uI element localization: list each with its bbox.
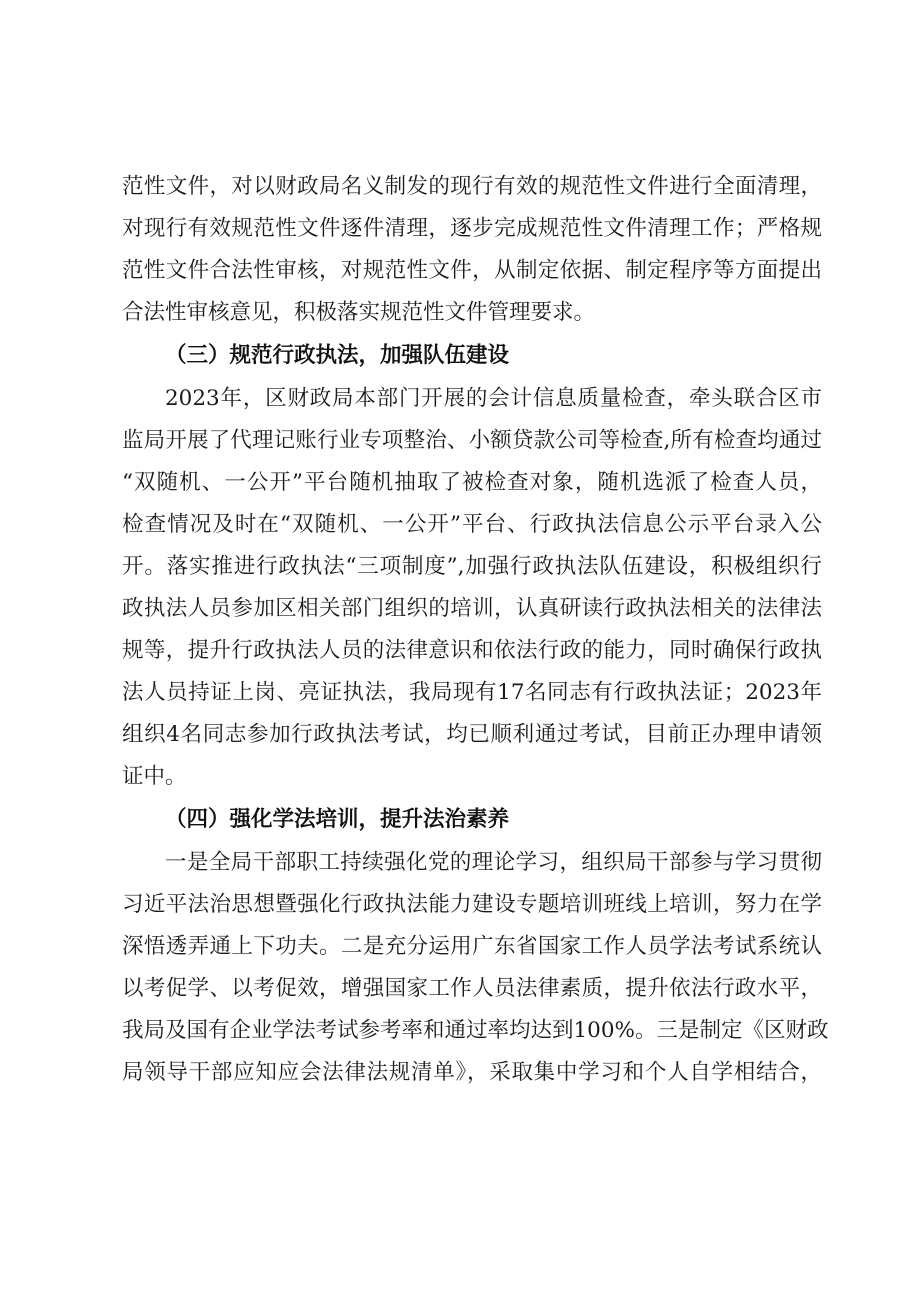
paragraph-line: 以考促学、以考促效，增强国家工作人员法律素质，提升依法行政水平， <box>122 976 822 1001</box>
section-heading-3: （三）规范行政执法，加强队伍建设 <box>165 343 510 368</box>
paragraph-line: 深悟透弄通上下功夫。二是充分运用广东省国家工作人员学法考试系统认 <box>122 934 822 959</box>
paragraph-line: 习近平法治思想暨强化行政执法能力建设专题培训班线上培训，努力在学 <box>122 892 822 917</box>
paragraph-line: 2023年，区财政局本部门开展的会计信息质量检查，牵头联合区市 <box>165 386 822 411</box>
paragraph-line: 合法性审核意见，积极落实规范性文件管理要求。 <box>122 300 596 325</box>
paragraph-line: 我局及国有企业学法考试参考率和通过率均达到100%。三是制定《区财政 <box>122 1018 829 1043</box>
paragraph-line: 局领导干部应知应会法律法规清单》，采取集中学习和个人自学相结合， <box>122 1060 822 1085</box>
paragraph-line: 范性文件合法性审核，对规范性文件，从制定依据、制定程序等方面提出 <box>122 258 822 283</box>
paragraph-line: 证中。 <box>122 764 187 789</box>
paragraph-line: 政执法人员参加区相关部门组织的培训，认真研读行政执法相关的法律法 <box>122 596 822 621</box>
paragraph-line: 规等，提升行政执法人员的法律意识和依法行政的能力，同时确保行政执 <box>122 638 822 663</box>
paragraph-line: 法人员持证上岗、亮证执法，我局现有17名同志有行政执法证；2023年 <box>122 680 822 705</box>
paragraph-line: 检查情况及时在“双随机、一公开”平台、行政执法信息公示平台录入公 <box>122 512 822 537</box>
section-heading-4: （四）强化学法培训，提升法治素养 <box>165 807 510 832</box>
paragraph-line: 开。落实推进行政执法“三项制度”,加强行政执法队伍建设，积极组织行 <box>122 554 822 579</box>
paragraph-line: “双随机、一公开”平台随机抽取了被检查对象，随机选派了检查人员， <box>122 470 822 495</box>
paragraph-line: 范性文件，对以财政局名义制发的现行有效的规范性文件进行全面清理， <box>122 174 822 199</box>
paragraph-line: 监局开展了代理记账行业专项整治、小额贷款公司等检查,所有检查均通过 <box>122 428 822 453</box>
paragraph-line: 对现行有效规范性文件逐件清理，逐步完成规范性文件清理工作；严格规 <box>122 216 822 241</box>
paragraph-line: 一是全局干部职工持续强化党的理论学习，组织局干部参与学习贯彻 <box>165 850 822 875</box>
paragraph-line: 组织4名同志参加行政执法考试，均已顺利通过考试，目前正办理申请领 <box>122 722 822 747</box>
